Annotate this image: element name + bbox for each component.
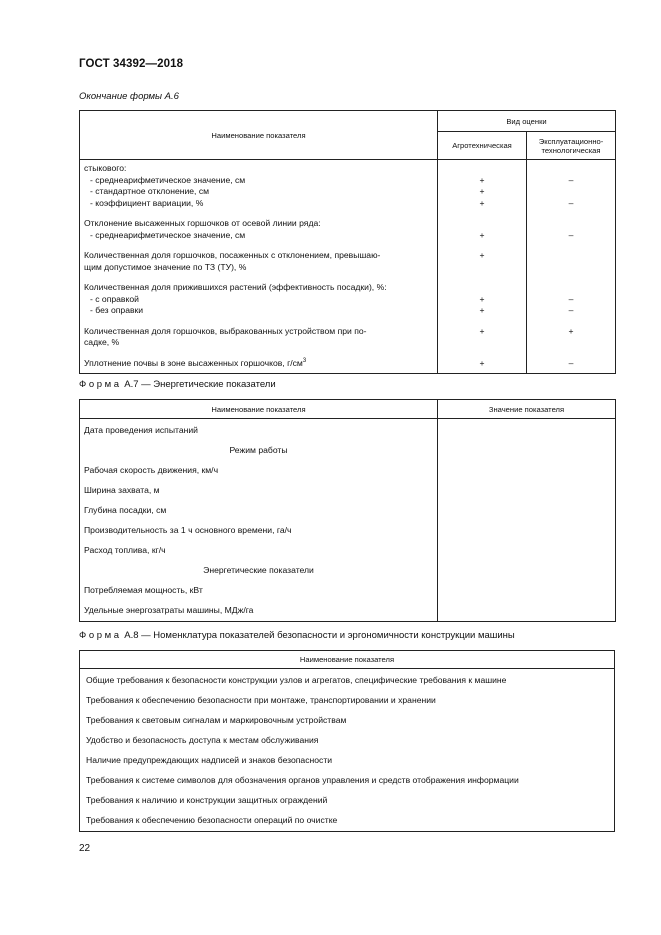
agro-mark <box>438 163 526 175</box>
agro-mark: + <box>479 357 485 368</box>
exploit-mark: – <box>568 229 574 240</box>
exploit-mark: – <box>568 197 574 208</box>
form-a7-caption-label: Форма <box>79 379 122 390</box>
indicator-group <box>84 326 433 349</box>
exploit-mark: – <box>568 305 574 315</box>
indicator-group <box>84 282 433 317</box>
exploit-mark <box>527 186 615 198</box>
indicator-row: Ширина захвата, м <box>84 485 160 495</box>
indicator-row: Требования к обеспечению безопасности операций по очистке <box>86 815 338 825</box>
header-agrotechnical: Агротехническая <box>438 132 527 160</box>
exploit-mark <box>527 262 615 274</box>
agro-group <box>438 358 526 370</box>
form-a7-caption <box>79 379 276 390</box>
indicator-row: Требования к обеспечению безопасности при монтаже, транспортировании и хранении <box>86 695 436 705</box>
indicator-text: Количественная доля прижившихся растений (эффективность посадки), %: <box>84 282 387 292</box>
indicator-row: Дата проведения испытаний <box>84 425 198 435</box>
indicator-row: Удобство и безопасность доступа к местам обслуживания <box>86 735 319 745</box>
indicator-row: Расход топлива, кг/ч <box>84 545 166 555</box>
agro-group <box>438 250 526 273</box>
indicator-row: Удельные энергозатраты машины, МДж/га <box>84 605 254 615</box>
indicator-line <box>84 262 433 274</box>
indicator-row: Глубина посадки, см <box>84 505 167 515</box>
indicator-text: - без оправки <box>90 305 144 315</box>
indicator-line <box>84 282 433 294</box>
indicator-line <box>84 305 433 317</box>
header-indicator-name: Наименование показателя <box>80 400 438 419</box>
indicator-text: Количественная доля горшочков, посаженных с отклонением, превышаю- <box>84 250 381 260</box>
agro-mark: + <box>479 250 485 260</box>
indicator-line <box>84 230 433 242</box>
indicator-text: щим допустимое значение по ТЗ (ТУ), % <box>84 261 247 272</box>
indicator-list <box>80 669 615 832</box>
form-a7-table <box>79 399 616 622</box>
indicator-value-column <box>438 419 616 622</box>
header-assessment-type: Вид оценки <box>438 111 616 132</box>
exploit-mark: – <box>568 174 574 185</box>
indicator-text: Отклонение высаженных горшочков от осевой линии ряда: <box>84 218 321 228</box>
form-a8-caption <box>79 630 515 641</box>
indicator-row: Требования к наличию и конструкции защитных ограждений <box>86 795 328 805</box>
operational-column <box>527 160 616 374</box>
form-a8-table <box>79 650 615 832</box>
exploit-group <box>527 218 615 241</box>
form-a6-caption: Окончание формы А.6 <box>79 91 179 102</box>
indicator-line <box>84 218 433 230</box>
exploit-group <box>527 326 615 349</box>
exploit-mark <box>527 282 615 294</box>
indicator-line <box>84 163 433 175</box>
indicator-row: Производительность за 1 ч основного времени, га/ч <box>84 525 292 535</box>
indicator-group <box>84 358 433 370</box>
indicator-text: Количественная доля горшочков, выбракованных устройством при по- <box>84 325 367 336</box>
indicator-text: садке, % <box>84 337 120 347</box>
agro-mark <box>438 218 526 230</box>
header-indicator-name: Наименование показателя <box>80 651 615 669</box>
form-a6-table <box>79 110 616 374</box>
indicator-text: - среднеарифметическое значение, см <box>90 174 246 185</box>
indicator-text: - стандартное отклонение, см <box>90 186 210 196</box>
indicator-group <box>84 218 433 241</box>
header-operational <box>527 132 616 160</box>
header-operational-line1: Эксплуатационно- <box>538 136 604 146</box>
exploit-mark <box>527 250 615 262</box>
header-indicator-name: Наименование показателя <box>80 111 438 160</box>
agro-mark: + <box>479 186 485 196</box>
indicator-line <box>84 326 433 338</box>
indicator-text: - среднеарифметическое значение, см <box>90 229 246 240</box>
indicator-line <box>84 250 433 262</box>
indicator-line <box>84 175 433 187</box>
indicator-row: Требования к световым сигналам и маркировочным устройствам <box>86 715 347 725</box>
indicator-text: - коэффициент вариации, % <box>90 197 204 208</box>
unit-superscript: 3 <box>302 357 307 364</box>
agro-group <box>438 218 526 241</box>
agro-mark <box>438 337 526 349</box>
exploit-mark: – <box>568 357 574 368</box>
indicator-row: Потребляемая мощность, кВт <box>84 585 203 595</box>
section-heading: Энергетические показатели <box>203 565 314 575</box>
exploit-group <box>527 282 615 317</box>
indicator-line <box>84 186 433 198</box>
exploit-mark: + <box>568 325 574 336</box>
indicator-row: Требования к системе символов для обозначения органов управления и средств отображения информации <box>86 775 519 785</box>
section-heading: Режим работы <box>229 445 288 455</box>
exploit-mark <box>527 337 615 349</box>
exploit-group <box>527 358 615 370</box>
agro-mark <box>438 282 526 294</box>
exploit-group <box>527 163 615 209</box>
header-indicator-value: Значение показателя <box>438 400 616 419</box>
agro-mark: + <box>479 325 485 336</box>
indicator-name-column <box>80 419 438 622</box>
agro-group <box>438 282 526 317</box>
indicator-line <box>84 337 433 349</box>
agro-group <box>438 326 526 349</box>
form-a8-caption-text: А.8 — Номенклатура показателей безопасности и эргономичности конструкции машины <box>121 630 515 641</box>
indicator-row: Общие требования к безопасности конструкции узлов и агрегатов, специфические требования к машине <box>86 675 507 685</box>
agro-mark <box>438 262 526 274</box>
document-header: ГОСТ 34392—2018 <box>79 58 184 70</box>
indicator-text: - с оправкой <box>90 293 139 304</box>
indicator-group <box>84 163 433 209</box>
indicator-line <box>84 294 433 306</box>
header-operational-line2: технологическая <box>541 145 601 155</box>
agro-mark: + <box>479 293 485 304</box>
agro-mark: + <box>479 197 485 208</box>
agro-mark: + <box>479 174 485 185</box>
form-a8-caption-label: Форма <box>79 630 122 641</box>
indicator-group <box>84 250 433 273</box>
indicator-text: Уплотнение почвы в зоне высаженных горшочков, г/см <box>84 357 303 368</box>
agro-group <box>438 163 526 209</box>
indicator-line <box>84 358 433 370</box>
agro-mark: + <box>479 229 485 240</box>
indicator-row: Наличие предупреждающих надписей и знаков безопасности <box>86 755 333 765</box>
indicator-line <box>84 198 433 210</box>
agro-mark: + <box>479 305 485 315</box>
indicator-name-column <box>80 160 438 374</box>
exploit-mark <box>527 163 615 175</box>
indicator-text: стыкового: <box>84 163 127 173</box>
indicator-row: Рабочая скорость движения, км/ч <box>84 465 219 475</box>
exploit-group <box>527 250 615 273</box>
form-a7-caption-text: А.7 — Энергетические показатели <box>121 379 276 390</box>
exploit-mark <box>527 218 615 230</box>
agrotechnical-column <box>438 160 527 374</box>
page-number: 22 <box>79 843 91 854</box>
exploit-mark: – <box>568 293 574 304</box>
